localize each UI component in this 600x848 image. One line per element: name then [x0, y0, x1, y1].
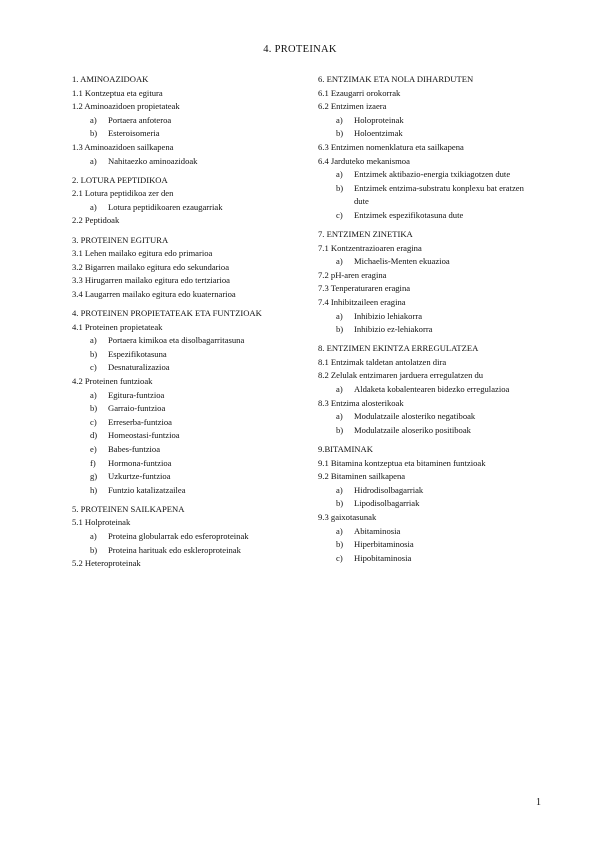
toc-section-heading: 9.BITAMINAK — [318, 443, 373, 454]
subitem-text: Hipobitaminosia — [354, 552, 412, 563]
toc-item: 4.2 Proteinen funtzioak — [72, 375, 153, 386]
subitem-text: Entzimek aktibazio-energia txikiagotzen dute — [354, 169, 511, 180]
toc-section-heading: 2. LOTURA PEPTIDIKOA — [72, 174, 168, 185]
subitem-marker: d) — [90, 430, 98, 441]
subitem-marker: b) — [90, 348, 98, 359]
toc-item: 3.2 Bigarren mailako egitura edo sekundarioa — [72, 261, 230, 272]
toc-subitem — [72, 114, 294, 128]
subitem-marker: g) — [90, 471, 98, 482]
toc-subitem — [318, 410, 540, 424]
toc-item: 1.2 Aminoazidoen propietateak — [72, 101, 180, 112]
subitem-marker: c) — [90, 416, 97, 427]
toc-item: 2.2 Peptidoak — [72, 215, 120, 226]
subitem-text: Holoentzimak — [354, 128, 403, 139]
toc-item: 9.2 Bitaminen sailkapena — [318, 471, 406, 482]
toc-item: 7.4 Inhibitzaileen eragina — [318, 297, 406, 307]
subitem-text: Esteroisomeria — [108, 128, 160, 139]
toc-item: 6.1 Ezaugarri orokorrak — [318, 87, 401, 98]
subitem-marker: b) — [90, 128, 98, 139]
toc-subitem — [72, 429, 294, 443]
subitem-text: Michaelis-Menten ekuazioa — [354, 256, 450, 267]
toc-subitem — [318, 383, 540, 397]
toc-subitem — [318, 255, 540, 269]
toc-section-heading: 8. ENTZIMEN EKINTZA ERREGULATZEA — [318, 343, 479, 354]
subitem-text: Inhibizio ez-lehiakorra — [354, 324, 433, 335]
subitem-marker: a) — [90, 531, 97, 541]
toc-item: 6.3 Entzimen nomenklatura eta sailkapena — [318, 141, 464, 152]
subitem-text: Garraio-funtzioa — [108, 403, 166, 414]
subitem-marker: a) — [336, 484, 343, 495]
subitem-text: Abitaminosia — [354, 525, 401, 536]
toc-subitem — [318, 484, 540, 498]
toc-item: 9.1 Bitamina kontzeptua eta bitaminen funtzioak — [318, 457, 486, 468]
toc-item: 8.3 Entzima alosterikoak — [318, 397, 404, 408]
subitem-text: Espezifikotasuna — [108, 348, 167, 359]
toc-subitem — [318, 525, 540, 539]
toc-item: 6.2 Entzimen izaera — [318, 101, 387, 112]
toc-subitem — [72, 127, 294, 141]
toc-subitem — [72, 389, 294, 403]
subitem-marker: a) — [336, 384, 343, 395]
subitem-marker: a) — [336, 525, 343, 536]
subitem-marker: b) — [336, 424, 344, 435]
toc-subitem — [72, 155, 294, 169]
toc-subitem — [72, 201, 294, 215]
subitem-text: Aldaketa kobalentearen bidezko erregulazioa — [354, 384, 510, 395]
subitem-text: Lipodisolbagarriak — [354, 498, 420, 509]
toc-item: 8.2 Zelulak entzimaren jarduera erregulatzen du — [318, 370, 484, 381]
toc-subitem — [318, 323, 540, 337]
toc-item: 5.2 Heteroproteinak — [72, 558, 141, 569]
toc-subitem — [318, 552, 540, 566]
toc-subitem — [318, 424, 540, 438]
toc-subitem — [318, 168, 540, 182]
subitem-text: Portaera kimikoa eta disolbagarritasuna — [108, 335, 245, 346]
subitem-marker: a) — [336, 310, 343, 321]
subitem-marker: b) — [336, 498, 344, 509]
toc-subitem — [72, 457, 294, 471]
toc-item: 3.3 Hirugarren mailako egitura edo tertziarioa — [72, 275, 230, 286]
subitem-marker: a) — [90, 335, 97, 346]
toc-section-heading: 3. PROTEINEN EGITURA — [72, 234, 169, 245]
toc-item: 2.1 Lotura peptidikoa zer den — [72, 188, 174, 199]
toc-item: 1.1 Kontzeptua eta egitura — [72, 87, 163, 98]
toc-section-heading: 1. AMINOAZIDOAK — [72, 74, 149, 84]
subitem-text: Proteina globularrak edo esferoproteinak — [108, 531, 249, 541]
subitem-marker: a) — [90, 155, 97, 166]
toc-subitem — [318, 497, 540, 511]
subitem-text: Desnaturalizazioa — [108, 362, 170, 373]
toc-item: 7.3 Tenperaturaren eragina — [318, 283, 411, 294]
subitem-text: Entzimek entzima-substratu konplexu bat eratzen dute — [354, 182, 524, 207]
subitem-text: Entzimek espezifikotasuna dute — [354, 209, 464, 220]
subitem-marker: c) — [336, 209, 343, 220]
toc-subitem — [72, 470, 294, 484]
subitem-marker: a) — [336, 256, 343, 267]
toc-subitem — [318, 209, 540, 223]
subitem-marker: b) — [336, 128, 344, 139]
toc-section-heading: 5. PROTEINEN SAILKAPENA — [72, 503, 185, 514]
toc-section-heading: 7. ENTZIMEN ZINETIKA — [318, 229, 413, 240]
subitem-marker: a) — [90, 201, 97, 212]
subitem-marker: c) — [90, 362, 97, 373]
subitem-text: Modulatzaile alosteriko negatiboak — [354, 411, 476, 422]
toc-item: 3.4 Laugarren mailako egitura edo kuaternarioa — [72, 288, 236, 299]
toc-section-heading: 4. PROTEINEN PROPIETATEAK ETA FUNTZIOAK — [72, 308, 262, 318]
toc-left-column — [72, 73, 294, 571]
subitem-marker: b) — [90, 403, 98, 414]
subitem-text: Funtzio katalizatzailea — [108, 484, 186, 495]
subitem-marker: a) — [336, 411, 343, 422]
subitem-marker: a) — [336, 114, 343, 125]
toc-subitem — [72, 484, 294, 498]
subitem-text: Hormona-funtzioa — [108, 457, 172, 468]
toc-section-heading: 6. ENTZIMAK ETA NOLA DIHARDUTEN — [318, 74, 474, 84]
subitem-text: Modulatzaile aloseriko positiboak — [354, 424, 471, 435]
toc-subitem — [72, 348, 294, 362]
subitem-text: Proteina harituak edo eskleroproteinak — [108, 544, 241, 555]
toc-item: 7.1 Kontzentrazioaren eragina — [318, 242, 422, 253]
toc-item: 7.2 pH-aren eragina — [318, 269, 387, 280]
subitem-marker: f) — [90, 457, 96, 468]
toc-subitem — [72, 443, 294, 457]
toc-item: 1.3 Aminoazidoen sailkapena — [72, 141, 174, 152]
subitem-marker: b) — [336, 539, 344, 550]
toc-item: 8.1 Entzimak taldetan antolatzen dira — [318, 356, 447, 367]
subitem-text: Babes-funtzioa — [108, 443, 161, 454]
subitem-text: Holoproteinak — [354, 114, 404, 125]
toc-subitem — [318, 310, 540, 324]
toc-subitem — [72, 361, 294, 375]
toc-item: 5.1 Holproteinak — [72, 517, 131, 528]
subitem-text: Inhibizio lehiakorra — [354, 310, 423, 321]
toc-item: 3.1 Lehen mailako egitura edo primarioa — [72, 248, 213, 259]
subitem-marker: e) — [90, 443, 97, 454]
toc-subitem — [318, 127, 540, 141]
page-number: 1 — [536, 797, 541, 808]
toc-item: 6.4 Jarduteko mekanismoa — [318, 155, 410, 166]
toc-subitem — [72, 334, 294, 348]
toc-item: 4.1 Proteinen propietateak — [72, 321, 163, 332]
subitem-text: Uzkurtze-funtzioa — [108, 471, 171, 482]
toc-subitem — [72, 544, 294, 558]
subitem-text: Lotura peptidikoaren ezaugarriak — [108, 201, 223, 212]
subitem-marker: c) — [336, 552, 343, 563]
page-title: 4. PROTEINAK — [263, 44, 337, 55]
subitem-text: Egitura-funtzioa — [108, 389, 165, 400]
subitem-marker: h) — [90, 484, 98, 495]
toc-right-column — [318, 73, 540, 565]
subitem-text: Hiperbitaminosia — [354, 539, 414, 550]
subitem-marker: a) — [90, 114, 97, 125]
toc-subitem — [72, 416, 294, 430]
toc-subitem — [318, 114, 540, 128]
subitem-marker: b) — [336, 182, 344, 193]
toc-item: 9.3 gaixotasunak — [318, 511, 377, 522]
subitem-marker: a) — [336, 169, 343, 180]
toc-subitem — [72, 530, 294, 544]
subitem-marker: b) — [90, 544, 98, 555]
subitem-text: Homeostasi-funtzioa — [108, 430, 180, 441]
toc-subitem — [318, 182, 540, 209]
toc-subitem — [72, 402, 294, 416]
toc-subitem — [318, 538, 540, 552]
subitem-text: Nahitaezko aminoazidoak — [108, 155, 198, 166]
subitem-text: Erreserba-funtzioa — [108, 416, 172, 427]
subitem-marker: a) — [90, 389, 97, 400]
subitem-text: Portaera anfoteroa — [108, 114, 172, 125]
subitem-text: Hidrodisolbagarriak — [354, 484, 424, 495]
subitem-marker: b) — [336, 324, 344, 335]
